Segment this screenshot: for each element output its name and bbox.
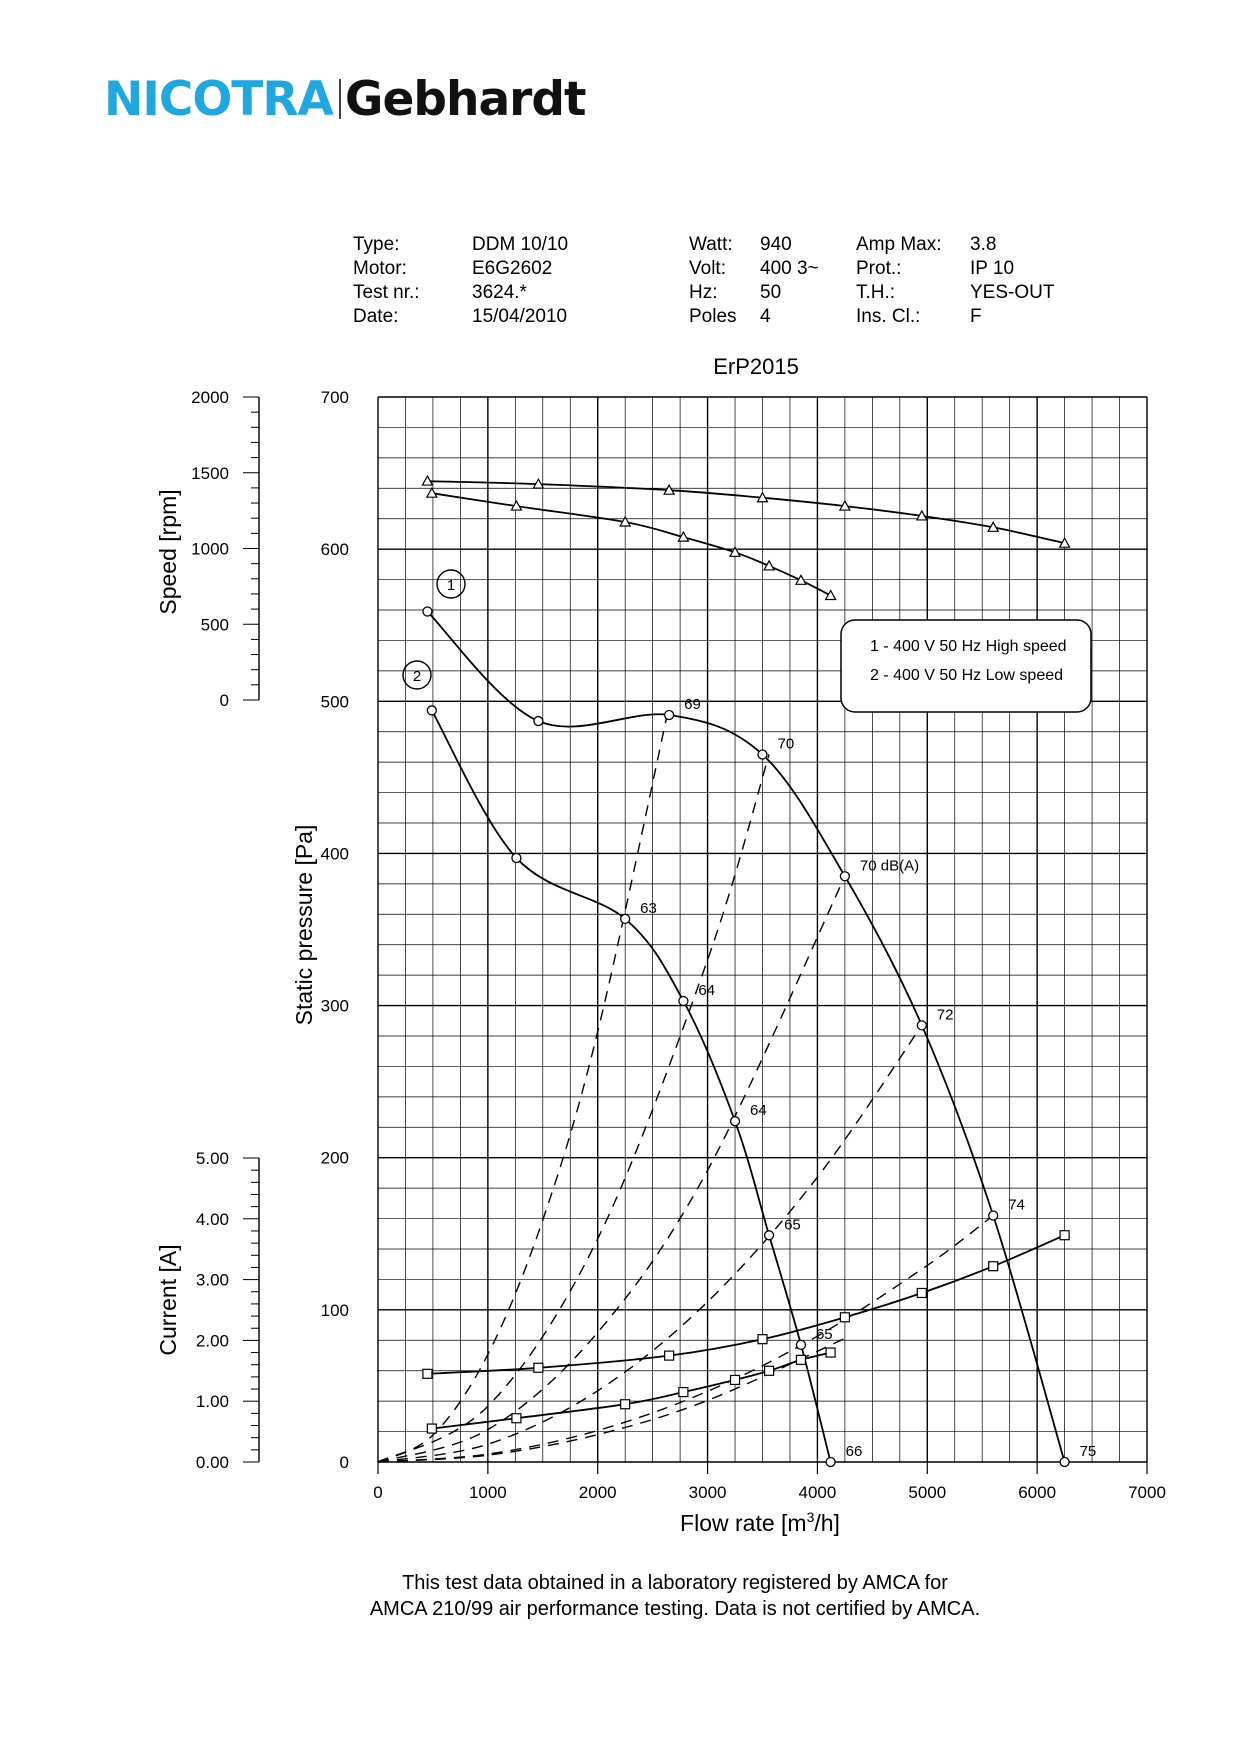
spec-label: Date: bbox=[353, 306, 399, 327]
spec-amp-value: 3.8 bbox=[970, 234, 997, 255]
legend-entry-low-speed: 2 - 400 V 50 Hz Low speed bbox=[870, 667, 1064, 684]
speed-tick-label: 0 bbox=[219, 691, 229, 710]
current-axis-label: Current [A] bbox=[155, 1244, 181, 1356]
noise-level-label: 70 bbox=[777, 735, 795, 753]
logo-gebhardt: Gebhardt bbox=[344, 72, 586, 127]
spec-label: Test nr.: bbox=[353, 282, 420, 303]
x-axis-label bbox=[680, 1509, 840, 1536]
speed-point bbox=[427, 488, 437, 497]
speed-tick-label: 1500 bbox=[191, 463, 229, 483]
current-tick-label: 3.00 bbox=[195, 1270, 229, 1290]
current-point bbox=[665, 1351, 674, 1360]
footer-note bbox=[200, 1570, 1150, 1622]
pressure-point bbox=[679, 997, 688, 1006]
curve-2-marker-label: 2 bbox=[412, 668, 422, 685]
speed-point bbox=[764, 561, 774, 570]
current-point bbox=[826, 1348, 835, 1357]
spec-label: Amp Max: bbox=[856, 234, 942, 255]
spec-inscl-value: F bbox=[970, 306, 982, 327]
current-point bbox=[796, 1355, 805, 1364]
current-point bbox=[621, 1400, 630, 1409]
current-point bbox=[512, 1414, 521, 1423]
speed-curve bbox=[427, 481, 1064, 543]
current-point bbox=[534, 1363, 543, 1372]
spec-type-value: DDM 10/10 bbox=[472, 234, 569, 255]
spec-label: Prot.: bbox=[856, 258, 902, 279]
noise-level-label: 65 bbox=[815, 1325, 833, 1343]
pressure-tick-label: 300 bbox=[320, 996, 349, 1016]
pressure-tick-label: 500 bbox=[320, 692, 349, 712]
current-tick-label: 0.00 bbox=[195, 1453, 229, 1472]
x-tick-label: 1000 bbox=[468, 1483, 507, 1502]
curve-labels bbox=[640, 696, 1096, 1460]
spec-th-value: YES-OUT bbox=[970, 282, 1055, 303]
speed-tick-label: 2000 bbox=[191, 388, 229, 407]
x-tick-label: 7000 bbox=[1128, 1483, 1166, 1502]
pressure-point bbox=[758, 750, 767, 759]
current-point bbox=[765, 1366, 774, 1375]
x-tick-label: 6000 bbox=[1018, 1483, 1057, 1502]
speed-tick-label: 500 bbox=[200, 615, 229, 635]
spec-label: Motor: bbox=[353, 258, 407, 279]
spec-label: Type: bbox=[353, 234, 400, 255]
current-point bbox=[679, 1388, 688, 1397]
x-tick-label: 4000 bbox=[798, 1483, 837, 1502]
current-point bbox=[423, 1369, 432, 1378]
system-curve bbox=[378, 1025, 922, 1462]
speed-point bbox=[826, 590, 836, 599]
current-tick-label: 1.00 bbox=[195, 1392, 229, 1412]
chart-title: ErP2015 bbox=[713, 354, 799, 379]
pressure-tick-label: 700 bbox=[320, 388, 349, 407]
pressure-point bbox=[423, 607, 432, 616]
current-curve bbox=[427, 1235, 1064, 1374]
noise-level-label: 64 bbox=[698, 982, 716, 1000]
spec-prot-value: IP 10 bbox=[970, 258, 1015, 279]
spec-label: Hz: bbox=[689, 282, 718, 303]
chart-grid bbox=[378, 397, 1147, 1462]
pressure-point bbox=[427, 706, 436, 715]
system-curve bbox=[378, 1216, 993, 1463]
pressure-point bbox=[796, 1340, 805, 1349]
noise-level-label: 66 bbox=[845, 1443, 863, 1460]
spec-hz-value: 50 bbox=[760, 282, 782, 303]
noise-level-label: 63 bbox=[640, 899, 657, 917]
current-point bbox=[427, 1424, 436, 1433]
system-curves bbox=[378, 706, 993, 1462]
speed-axis-label: Speed [rpm] bbox=[155, 489, 181, 615]
pressure-point bbox=[840, 872, 849, 881]
pressure-point bbox=[989, 1211, 998, 1220]
pressure-point bbox=[765, 1231, 774, 1240]
spec-label: T.H.: bbox=[856, 282, 896, 303]
current-point bbox=[989, 1262, 998, 1271]
speed-curve bbox=[432, 493, 831, 595]
pressure-tick-label: 400 bbox=[320, 844, 349, 864]
spec-motor-value: E6G2602 bbox=[472, 258, 553, 279]
current-point bbox=[758, 1335, 767, 1344]
spec-date-value: 15/04/2010 bbox=[472, 306, 568, 327]
spec-label: Volt: bbox=[689, 258, 726, 279]
pressure-tick-label: 200 bbox=[320, 1148, 349, 1168]
pressure-point bbox=[512, 853, 521, 862]
logo-nicotra: NICOTRA bbox=[104, 72, 333, 127]
pressure-tick-label: 0 bbox=[339, 1453, 349, 1472]
pressure-point bbox=[1060, 1458, 1069, 1467]
current-curve bbox=[432, 1353, 831, 1429]
curve-1-marker-label: 1 bbox=[446, 577, 456, 594]
x-axis-label-end: /h] bbox=[814, 1510, 840, 1536]
pressure-point bbox=[665, 710, 674, 719]
current-point bbox=[1060, 1231, 1069, 1240]
pressure-tick-label: 600 bbox=[320, 540, 349, 560]
current-tick-label: 2.00 bbox=[195, 1331, 229, 1351]
spec-label: Ins. Cl.: bbox=[856, 306, 921, 327]
legend-entry-high-speed: 1 - 400 V 50 Hz High speed bbox=[870, 638, 1067, 655]
x-tick-label: 3000 bbox=[688, 1483, 727, 1502]
spec-label: Poles bbox=[689, 306, 737, 327]
current-tick-label: 5.00 bbox=[195, 1149, 229, 1168]
pressure-point bbox=[621, 914, 630, 923]
x-axis-label-main: Flow rate [m bbox=[680, 1510, 807, 1536]
noise-level-label: 72 bbox=[936, 1006, 954, 1024]
system-curve bbox=[378, 755, 769, 1463]
x-tick-label: 2000 bbox=[578, 1483, 617, 1502]
pressure-tick-label: 100 bbox=[320, 1300, 349, 1320]
x-tick-label: 5000 bbox=[908, 1483, 947, 1502]
spec-volt-value: 400 3~ bbox=[760, 258, 819, 279]
x-tick-label: 0 bbox=[373, 1483, 383, 1502]
pressure-point bbox=[731, 1117, 740, 1126]
noise-level-label: 70 dB(A) bbox=[859, 857, 920, 875]
spec-watt-value: 940 bbox=[760, 234, 792, 255]
current-point bbox=[917, 1288, 926, 1297]
spec-test-value: 3624.* bbox=[472, 282, 527, 303]
footer-line-2: AMCA 210/99 air performance testing. Data is not certified by AMCA. bbox=[369, 1598, 981, 1620]
pressure-point bbox=[826, 1458, 835, 1467]
current-tick-label: 4.00 bbox=[195, 1209, 229, 1229]
static pressure-curve bbox=[427, 612, 1064, 1463]
system-curve bbox=[378, 1339, 845, 1463]
noise-level-label: 75 bbox=[1079, 1443, 1097, 1460]
system-curve bbox=[378, 876, 845, 1462]
spec-poles-value: 4 bbox=[760, 306, 771, 327]
pressure-point bbox=[534, 717, 543, 726]
spec-label: Watt: bbox=[689, 234, 733, 255]
noise-level-label: 69 bbox=[684, 695, 701, 713]
noise-level-label: 74 bbox=[1008, 1196, 1025, 1214]
x-axis-label-sup: 3 bbox=[806, 1509, 815, 1525]
footer-line-1: This test data obtained in a laboratory registered by AMCA for bbox=[402, 1572, 948, 1594]
noise-level-label: 65 bbox=[784, 1216, 801, 1234]
noise-level-label: 64 bbox=[750, 1102, 767, 1120]
current-point bbox=[731, 1375, 740, 1384]
speed-tick-label: 1000 bbox=[191, 539, 229, 559]
pressure-point bbox=[917, 1021, 926, 1030]
legend-box bbox=[841, 620, 1091, 712]
current-point bbox=[840, 1313, 849, 1322]
pressure-axis-label: Static pressure [Pa] bbox=[291, 824, 317, 1026]
